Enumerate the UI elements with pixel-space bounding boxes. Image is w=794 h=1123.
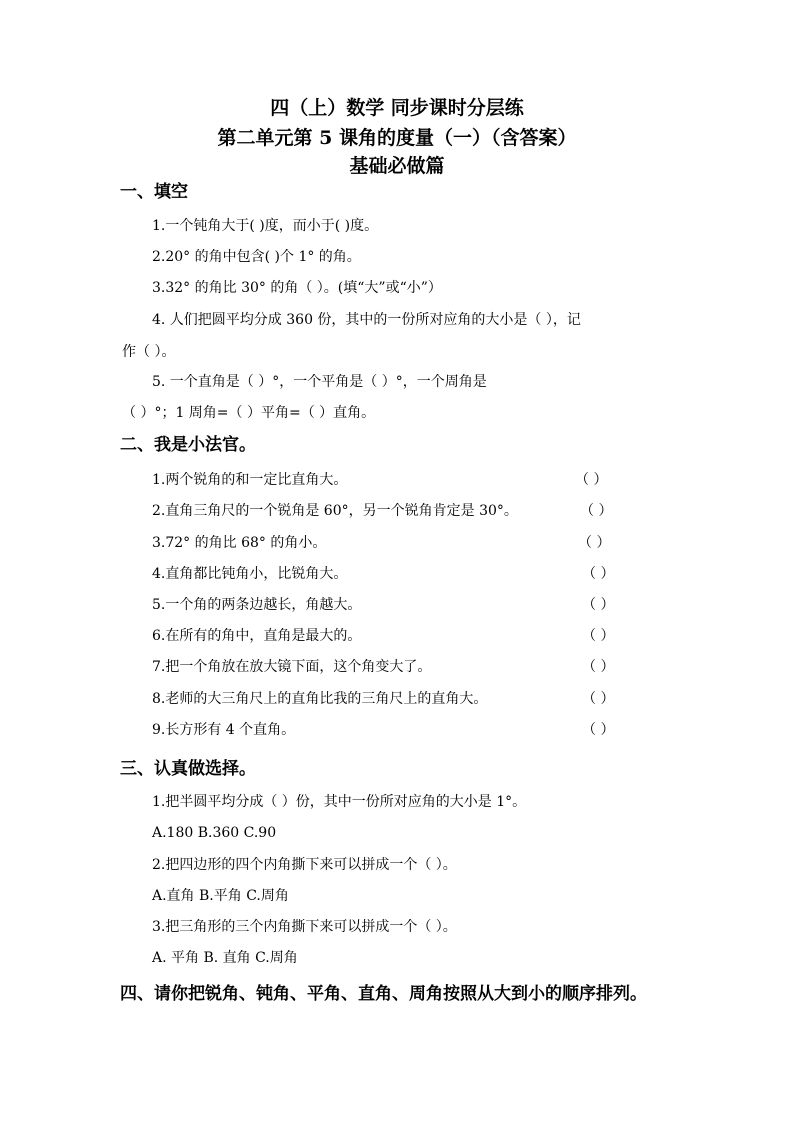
s1-question-5-line-1: 5. 一个直角是（ ）°，一个平角是（ ）°，一个周角是	[152, 374, 487, 390]
section-2-heading: 二、我是小法官。	[120, 435, 256, 455]
lesson-title: 第二单元第 5 课角的度量（一）（含答案）	[217, 127, 577, 149]
answer-parentheses: （ ）	[582, 628, 615, 644]
answer-parentheses: （ ）	[582, 722, 615, 738]
section-4-heading: 四、请你把锐角、钝角、平角、直角、周角按照从大到小的顺序排列。	[120, 984, 647, 1004]
s1-question-4-line-2: 作（ ）。	[122, 344, 176, 360]
judge-item: 1.两个锐角的和一定比直角大。	[152, 472, 348, 488]
choice-options-2: A.直角 B.平角 C.周角	[152, 888, 289, 904]
s1-question-5-line-2: （ ）°；1 周角=（ ）平角=（ ）直角。	[122, 405, 376, 421]
judge-item: 3.72° 的角比 68° 的角小。	[152, 535, 327, 551]
judge-item: 2.直角三角尺的一个锐角是 60°，另一个锐角肯定是 30°。	[152, 503, 518, 519]
answer-parentheses: （ ）	[582, 691, 615, 707]
s1-question-3: 3.32° 的角比 30° 的角（ ）。(填“大”或“小”）	[152, 280, 442, 296]
answer-parentheses: （ ）	[578, 535, 611, 551]
choice-question-2: 2.把四边形的四个内角撕下来可以拼成一个（ ）。	[152, 857, 457, 873]
judge-item: 6.在所有的角中，直角是最大的。	[152, 628, 362, 644]
worksheet-title: 四（上）数学 同步课时分层练	[270, 97, 524, 119]
judge-item: 8.老师的大三角尺上的直角比我的三角尺上的直角大。	[152, 691, 488, 707]
choice-options-1: A.180 B.360 C.90	[152, 825, 277, 841]
judge-item: 9.长方形有 4 个直角。	[152, 722, 296, 738]
answer-parentheses: （ ）	[580, 503, 613, 519]
judge-item: 4.直角都比钝角小，比锐角大。	[152, 566, 348, 582]
s1-question-4-line-1: 4. 人们把圆平均分成 360 份，其中的一份所对应角的大小是（ ），记	[152, 312, 581, 328]
section-3-heading: 三、认真做选择。	[120, 759, 256, 779]
choice-question-3: 3.把三角形的三个内角撕下来可以拼成一个（ ）。	[152, 919, 457, 935]
s1-question-2: 2.20° 的角中包含( )个 1° 的角。	[152, 249, 361, 265]
level-title: 基础必做篇	[349, 155, 445, 177]
answer-parentheses: （ ）	[582, 597, 615, 613]
judge-item: 5.一个角的两条边越长，角越大。	[152, 597, 362, 613]
answer-parentheses: （ ）	[575, 472, 608, 488]
s1-question-1: 1.一个钝角大于( )度，而小于( )度。	[152, 218, 379, 234]
answer-parentheses: （ ）	[582, 659, 615, 675]
section-1-heading: 一、填空	[120, 182, 188, 202]
judge-item: 7.把一个角放在放大镜下面，这个角变大了。	[152, 659, 432, 675]
answer-parentheses: （ ）	[582, 566, 615, 582]
choice-options-3: A. 平角 B. 直角 C.周角	[152, 950, 298, 966]
choice-question-1: 1.把半圆平均分成（ ）份，其中一份所对应角的大小是 1°。	[152, 794, 527, 810]
